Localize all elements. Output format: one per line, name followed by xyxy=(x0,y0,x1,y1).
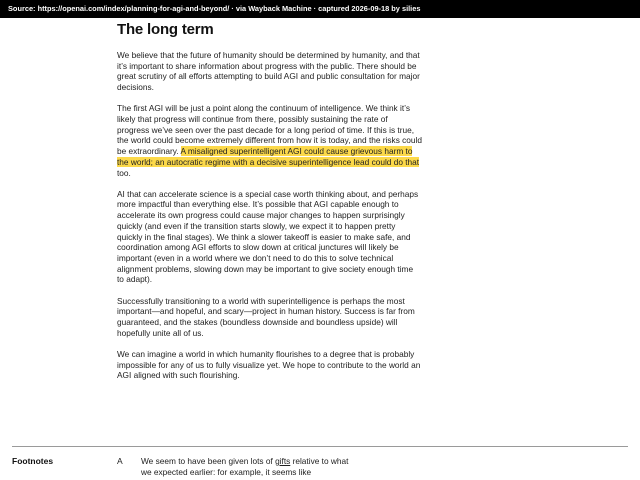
paragraph-continuum-end: too. xyxy=(117,167,131,178)
footnote-text xyxy=(141,456,356,477)
section-heading: The long term xyxy=(117,21,214,38)
footnotes-title: Footnotes xyxy=(12,456,54,466)
source-bar: Source: https://openai.com/index/planning-for-agi-and-beyond/ · via Wayback Machine · captured 2026-09-18 by silies xyxy=(0,0,640,18)
paragraph-continuum-text: The first AGI will be just a point along the continuum of intelligence. We think it’s likely that progress will continue from there, possibly sustaining the rate of progress we’ve seen over the past decade for a long period of time. If this is true, the world could become extremely different from how it is today, and the risks could be extraordinary. xyxy=(117,103,422,157)
footnote-text-end: relative to what we expected earlier: for example, it seems like xyxy=(141,456,349,477)
paragraph-continuum xyxy=(117,103,422,178)
footnote-marker: A xyxy=(117,456,123,466)
paragraph-accelerate-science: AI that can accelerate science is a special case worth thinking about, and perhaps more impactful than everything else. It’s possible that AGI capable enough to accelerate its own progress could cause major changes to happen surprisingly quickly (and even if the transition starts slowly, we expect it to happen pretty quickly in the final stages). We think a slower takeoff is easier to make safe, and coordination among AGI efforts to slow down at critical junctures will likely be important (even in a world where we don’t need to do this to solve technical alignment problems, slowing down may be important to give society enough time to adapt). xyxy=(117,188,419,285)
footnote-link-gifts[interactable]: gifts xyxy=(275,456,291,466)
paragraph-public-scrutiny: We believe that the future of humanity should be determined by humanity, and that it’s important to share information about progress with the public. There should be great scrutiny of all efforts attempting to build AGI and public consultation for major decisions. xyxy=(117,50,420,93)
paragraph-transition: Successfully transitioning to a world with superintelligence is perhaps the most important—and hopeful, and scary—project in human history. Success is far from guaranteed, and the stakes (boundless downside and boundless upside) will hopefully unite all of us. xyxy=(117,295,415,338)
paragraph-flourishing: We can imagine a world in which humanity flourishes to a degree that is probably impossible for any of us to fully visualize yet. We hope to contribute to the world an AGI aligned with such flourishing. xyxy=(117,348,421,381)
footnote-text-start: We seem to have been given lots of xyxy=(141,456,276,466)
footnotes-divider xyxy=(12,446,628,447)
article-body xyxy=(117,18,422,381)
highlighted-text: A misaligned superintelligent AGI could cause grievous harm to the world; an autocratic regime with a decisive superintelligence lead could do that xyxy=(117,146,420,167)
